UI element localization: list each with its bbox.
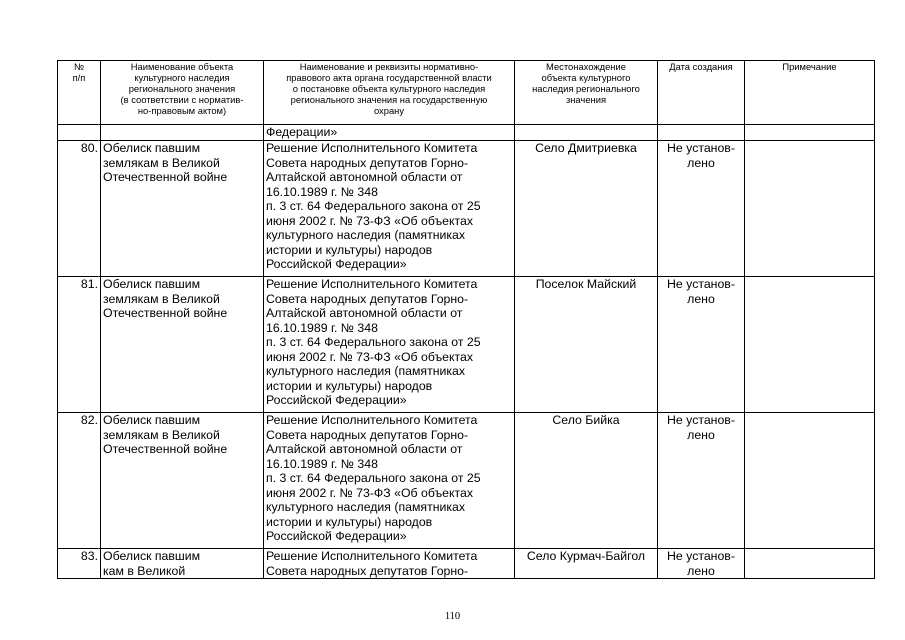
cell-object-name: Обелиск павшим землякам в Великой Отечественной войне <box>101 413 264 549</box>
cell-location: Село Бийка <box>515 413 658 549</box>
table-row <box>58 277 875 413</box>
table-row <box>58 141 875 277</box>
table-row <box>58 413 875 549</box>
header-name: Наименование объекта культурного наследия регионального значения (в соответствии с норматив- но-правовым актом) <box>101 61 264 125</box>
header-note: Примечание <box>745 61 875 125</box>
cell-legal-act: Решение Исполнительного Комитета Совета народных депутатов Горно- <box>264 549 515 579</box>
table-row <box>58 549 875 579</box>
cell-object-name: Обелиск павшим землякам в Великой Отечественной войне <box>101 277 264 413</box>
cell-note <box>745 549 875 579</box>
cell-note <box>745 277 875 413</box>
cell-num: 80. <box>58 141 101 277</box>
cell-empty <box>58 125 101 141</box>
cell-date: Не установ- лено <box>658 549 745 579</box>
cell-num: 83. <box>58 549 101 579</box>
header-date: Дата создания <box>658 61 745 125</box>
header-num: № п/п <box>58 61 101 125</box>
cell-legal-act: Решение Исполнительного Комитета Совета народных депутатов Горно- Алтайской автономной области от 16.10.1989 г. № 348 п. 3 ст. 64 Федерального закона от 25 июня 2002 г. № 73-ФЗ «Об объектах культурного наследия (памятниках истории и культуры) народов Российской Федерации» <box>264 141 515 277</box>
cell-location: Село Дмитриевка <box>515 141 658 277</box>
header-act: Наименование и реквизиты нормативно- правового акта органа государственной власти о постановке объекта культурного наследия регионального значения на государственную охрану <box>264 61 515 125</box>
cell-date: Не установ- лено <box>658 413 745 549</box>
cell-note <box>745 413 875 549</box>
cell-num: 82. <box>58 413 101 549</box>
cell-object-name: Обелиск павшим землякам в Великой Отечественной войне <box>101 141 264 277</box>
cell-location: Поселок Майский <box>515 277 658 413</box>
heritage-table <box>57 60 875 579</box>
cell-legal-act: Решение Исполнительного Комитета Совета народных депутатов Горно- Алтайской автономной области от 16.10.1989 г. № 348 п. 3 ст. 64 Федерального закона от 25 июня 2002 г. № 73-ФЗ «Об объектах культурного наследия (памятниках истории и культуры) народов Российской Федерации» <box>264 277 515 413</box>
cell-act-continuation: Федерации» <box>264 125 515 141</box>
cell-empty <box>658 125 745 141</box>
table-header-row <box>58 61 875 125</box>
cell-empty <box>515 125 658 141</box>
cell-empty <box>101 125 264 141</box>
cell-location: Село Курмач-Байгол <box>515 549 658 579</box>
cell-legal-act: Решение Исполнительного Комитета Совета народных депутатов Горно- Алтайской автономной области от 16.10.1989 г. № 348 п. 3 ст. 64 Федерального закона от 25 июня 2002 г. № 73-ФЗ «Об объектах культурного наследия (памятниках истории и культуры) народов Российской Федерации» <box>264 413 515 549</box>
cell-object-name: Обелиск павшим кам в Великой <box>101 549 264 579</box>
continuation-row <box>58 125 875 141</box>
header-location: Местонахождение объекта культурного наследия регионального значения <box>515 61 658 125</box>
cell-date: Не установ- лено <box>658 277 745 413</box>
cell-num: 81. <box>58 277 101 413</box>
page-number: 110 <box>444 611 461 622</box>
cell-empty <box>745 125 875 141</box>
cell-date: Не установ- лено <box>658 141 745 277</box>
cell-note <box>745 141 875 277</box>
